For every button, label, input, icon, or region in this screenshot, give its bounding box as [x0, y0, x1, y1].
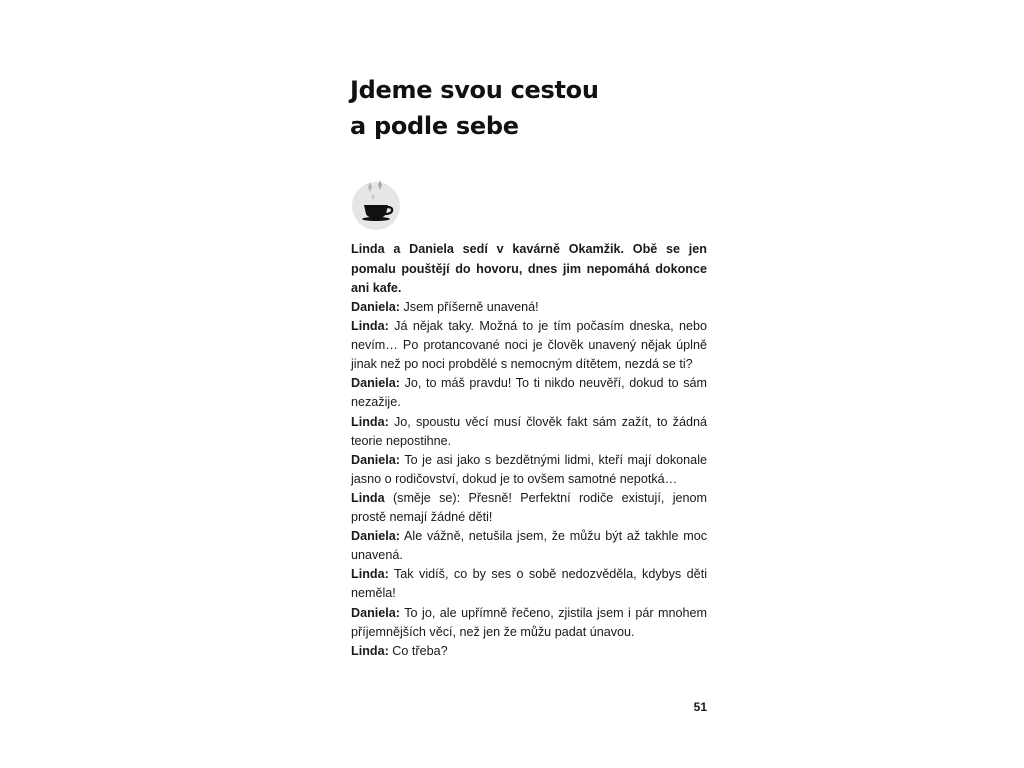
dialogue-line — [351, 489, 707, 527]
speaker: Linda: — [351, 414, 389, 429]
coffee-cup-icon — [350, 178, 402, 230]
utterance: Jsem příšerně unavená! — [400, 300, 539, 314]
utterance: To jo, ale upřímně řečeno, zjistila jsem i pár mnohem příjemnějších věcí, než jen že můžu padat únavou. — [351, 605, 707, 639]
dialogue-line — [351, 317, 707, 374]
utterance: Já nějak taky. Možná to je tím počasím dneska, nebo nevím… Po protancované noci je člověk unavený nějak úplně jinak než po noci probdělé s nemocným dítětem, nezdá se ti? — [351, 319, 707, 372]
dialogue-line — [351, 451, 707, 489]
utterance: (směje se): Přesně! Perfektní rodiče existují, jenom prostě nemají žádné děti! — [351, 490, 707, 525]
chapter-title-line-2: a podle sebe — [350, 112, 519, 140]
speaker: Linda — [351, 490, 385, 505]
speaker: Linda: — [351, 319, 389, 334]
dialogue-line — [351, 642, 707, 661]
page-number: 51 — [693, 700, 707, 714]
dialogue-line — [351, 527, 707, 565]
dialogue-line — [351, 604, 707, 642]
utterance: Jo, spoustu věcí musí člověk fakt sám zažít, to žádná teorie nepostihne. — [351, 414, 707, 448]
speaker: Linda: — [351, 567, 389, 582]
speaker: Daniela: — [351, 376, 400, 391]
speaker: Daniela: — [351, 605, 400, 620]
utterance: Jo, to máš pravdu! To ti nikdo neuvěří, dokud to sám nezažije. — [351, 376, 707, 410]
chapter-title-line-1: Jdeme svou cestou — [350, 76, 599, 104]
dialogue — [351, 298, 707, 661]
utterance: Ale vážně, netušila jsem, že můžu být až takhle moc unavená. — [351, 529, 707, 563]
speaker: Linda: — [351, 643, 389, 658]
dialogue-line — [351, 565, 707, 603]
intro-paragraph: Linda a Daniela sedí v kavárně Okamžik. Obě se jen pomalu pouštějí do hovoru, dnes jim nepomáhá dokonce ani kafe. — [351, 242, 707, 295]
speaker: Daniela: — [351, 300, 400, 314]
utterance: Co třeba? — [388, 643, 448, 658]
dialogue-line — [351, 374, 707, 412]
utterance: Tak vidíš, co by ses o sobě nedozvěděla, kdybys děti neměla! — [351, 567, 707, 601]
utterance: To je asi jako s bezdětnými lidmi, kteří mají dokonale jasno o rodičovství, dokud je to ovšem samotné nepotká… — [351, 452, 707, 486]
speaker: Daniela: — [351, 452, 400, 467]
chapter-title — [350, 72, 730, 144]
dialogue-line — [351, 298, 707, 317]
speaker: Daniela: — [351, 529, 400, 544]
dialogue-line — [351, 413, 707, 451]
